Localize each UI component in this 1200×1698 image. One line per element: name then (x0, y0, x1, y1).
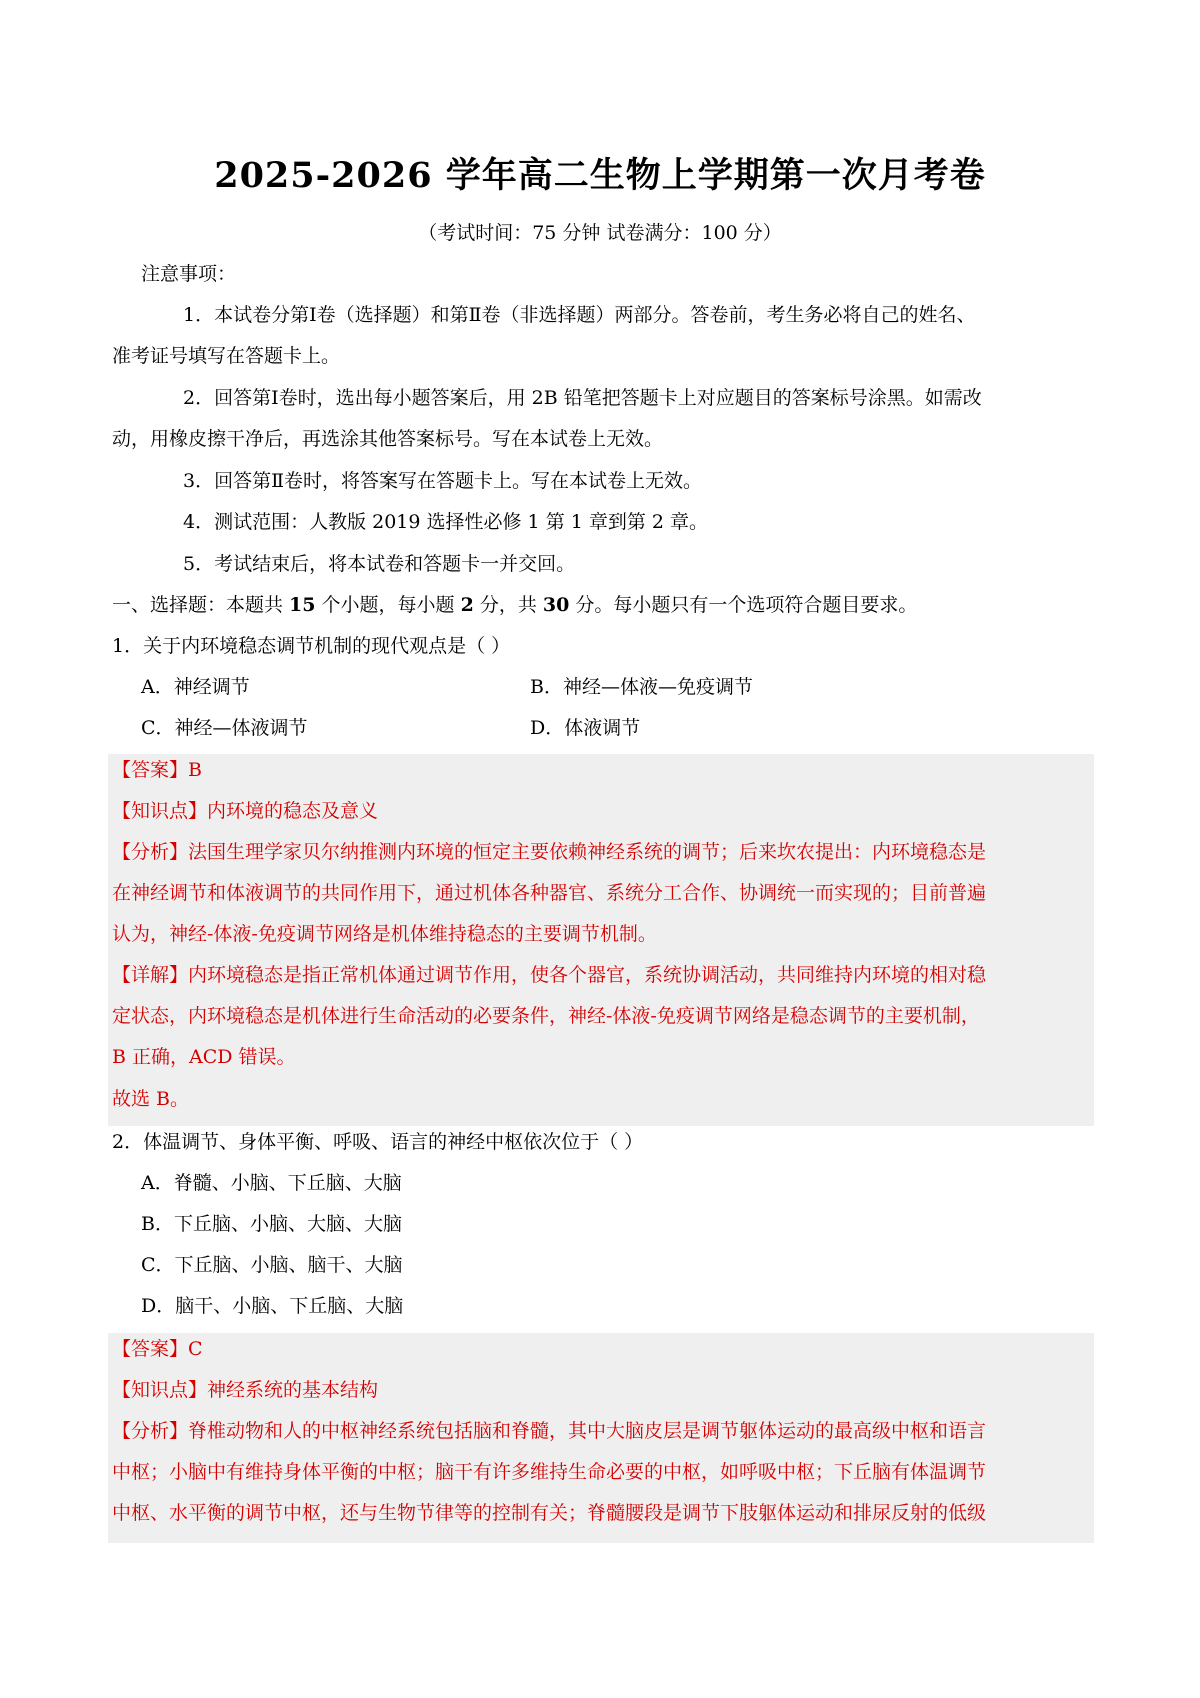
notice-line-6: 4．测试范围：人教版 2019 选择性必修 1 第 1 章到第 2 章。 (183, 511, 709, 533)
notice-line-2: 准考证号填写在答题卡上。 (112, 345, 341, 367)
notice-line-7: 5．考试结束后，将本试卷和答题卡一并交回。 (183, 553, 576, 575)
question-2-stem: 2．体温调节、身体平衡、呼吸、语言的神经中枢依次位于（ ） (112, 1131, 644, 1153)
notice-line-3: 2．回答第Ⅰ卷时，选出每小题答案后，用 2B 铅笔把答题卡上对应题目的答案标号涂黑。如需改 (183, 387, 982, 409)
question-2-knowledge: 【知识点】神经系统的基本结构 (112, 1379, 379, 1401)
question-1-option-c: C．神经—体液调节 (141, 717, 308, 739)
question-1-knowledge: 【知识点】内环境的稳态及意义 (112, 800, 379, 822)
question-1-detail-line-2: 定状态，内环境稳态是机体进行生命活动的必要条件，神经-体液-免疫调节网络是稳态调节的主要机制， (112, 1005, 980, 1027)
question-1-stem: 1．关于内环境稳态调节机制的现代观点是（ ） (112, 635, 511, 657)
question-1-analysis-line-1: 【分析】法国生理学家贝尔纳推测内环境的恒定主要依赖神经系统的调节；后来坎农提出：内环境稳态是 (112, 841, 987, 863)
notice-line-4: 动，用橡皮擦干净后，再选涂其他答案标号。写在本试卷上无效。 (112, 428, 664, 450)
question-1-answer: 【答案】B (112, 759, 202, 781)
section-heading: 一、选择题：本题共 15 个小题，每小题 2 分，共 30 分。每小题只有一个选项符合题目要求。 (112, 594, 918, 616)
question-1-conclusion: 故选 B。 (112, 1088, 190, 1110)
notice-line-1: 1．本试卷分第Ⅰ卷（选择题）和第Ⅱ卷（非选择题）两部分。答卷前，考生务必将自己的姓名、 (183, 304, 976, 326)
question-1-analysis-line-3: 认为，神经-体液-免疫调节网络是机体维持稳态的主要调节机制。 (112, 923, 657, 945)
exam-title: 2025-2026 学年高二生物上学期第一次月考卷 (214, 155, 986, 196)
question-2-option-c: C．下丘脑、小脑、脑干、大脑 (141, 1254, 403, 1276)
question-2-option-b: B．下丘脑、小脑、大脑、大脑 (141, 1213, 402, 1235)
question-2-analysis-line-3: 中枢、水平衡的调节中枢，还与生物节律等的控制有关；脊髓腰段是调节下肢躯体运动和排尿反射的低级 (112, 1502, 987, 1524)
question-1-option-a: A．神经调节 (141, 676, 250, 698)
question-1-detail-line-3: B 正确，ACD 错误。 (112, 1046, 296, 1068)
question-2-answer: 【答案】C (112, 1338, 203, 1360)
exam-subtitle: （考试时间：75 分钟 试卷满分：100 分） (418, 222, 782, 244)
question-2-analysis-line-2: 中枢；小脑中有维持身体平衡的中枢；脑干有许多维持生命必要的中枢，如呼吸中枢；下丘脑有体温调节 (112, 1461, 987, 1483)
notice-heading: 注意事项： (141, 263, 237, 285)
question-1-option-d: D．体液调节 (530, 717, 641, 739)
question-2-option-a: A．脊髓、小脑、下丘脑、大脑 (141, 1172, 402, 1194)
question-1-analysis-line-2: 在神经调节和体液调节的共同作用下，通过机体各种器官、系统分工合作、协调统一而实现的；目前普遍 (112, 882, 987, 904)
question-1-detail-line-1: 【详解】内环境稳态是指正常机体通过调节作用，使各个器官，系统协调活动，共同维持内环境的相对稳 (112, 964, 987, 986)
question-2-option-d: D．脑干、小脑、下丘脑、大脑 (141, 1295, 404, 1317)
notice-line-5: 3．回答第Ⅱ卷时，将答案写在答题卡上。写在本试卷上无效。 (183, 470, 703, 492)
question-2-analysis-line-1: 【分析】脊椎动物和人的中枢神经系统包括脑和脊髓，其中大脑皮层是调节躯体运动的最高级中枢和语言 (112, 1420, 987, 1442)
question-1-option-b: B．神经—体液—免疫调节 (530, 676, 753, 698)
